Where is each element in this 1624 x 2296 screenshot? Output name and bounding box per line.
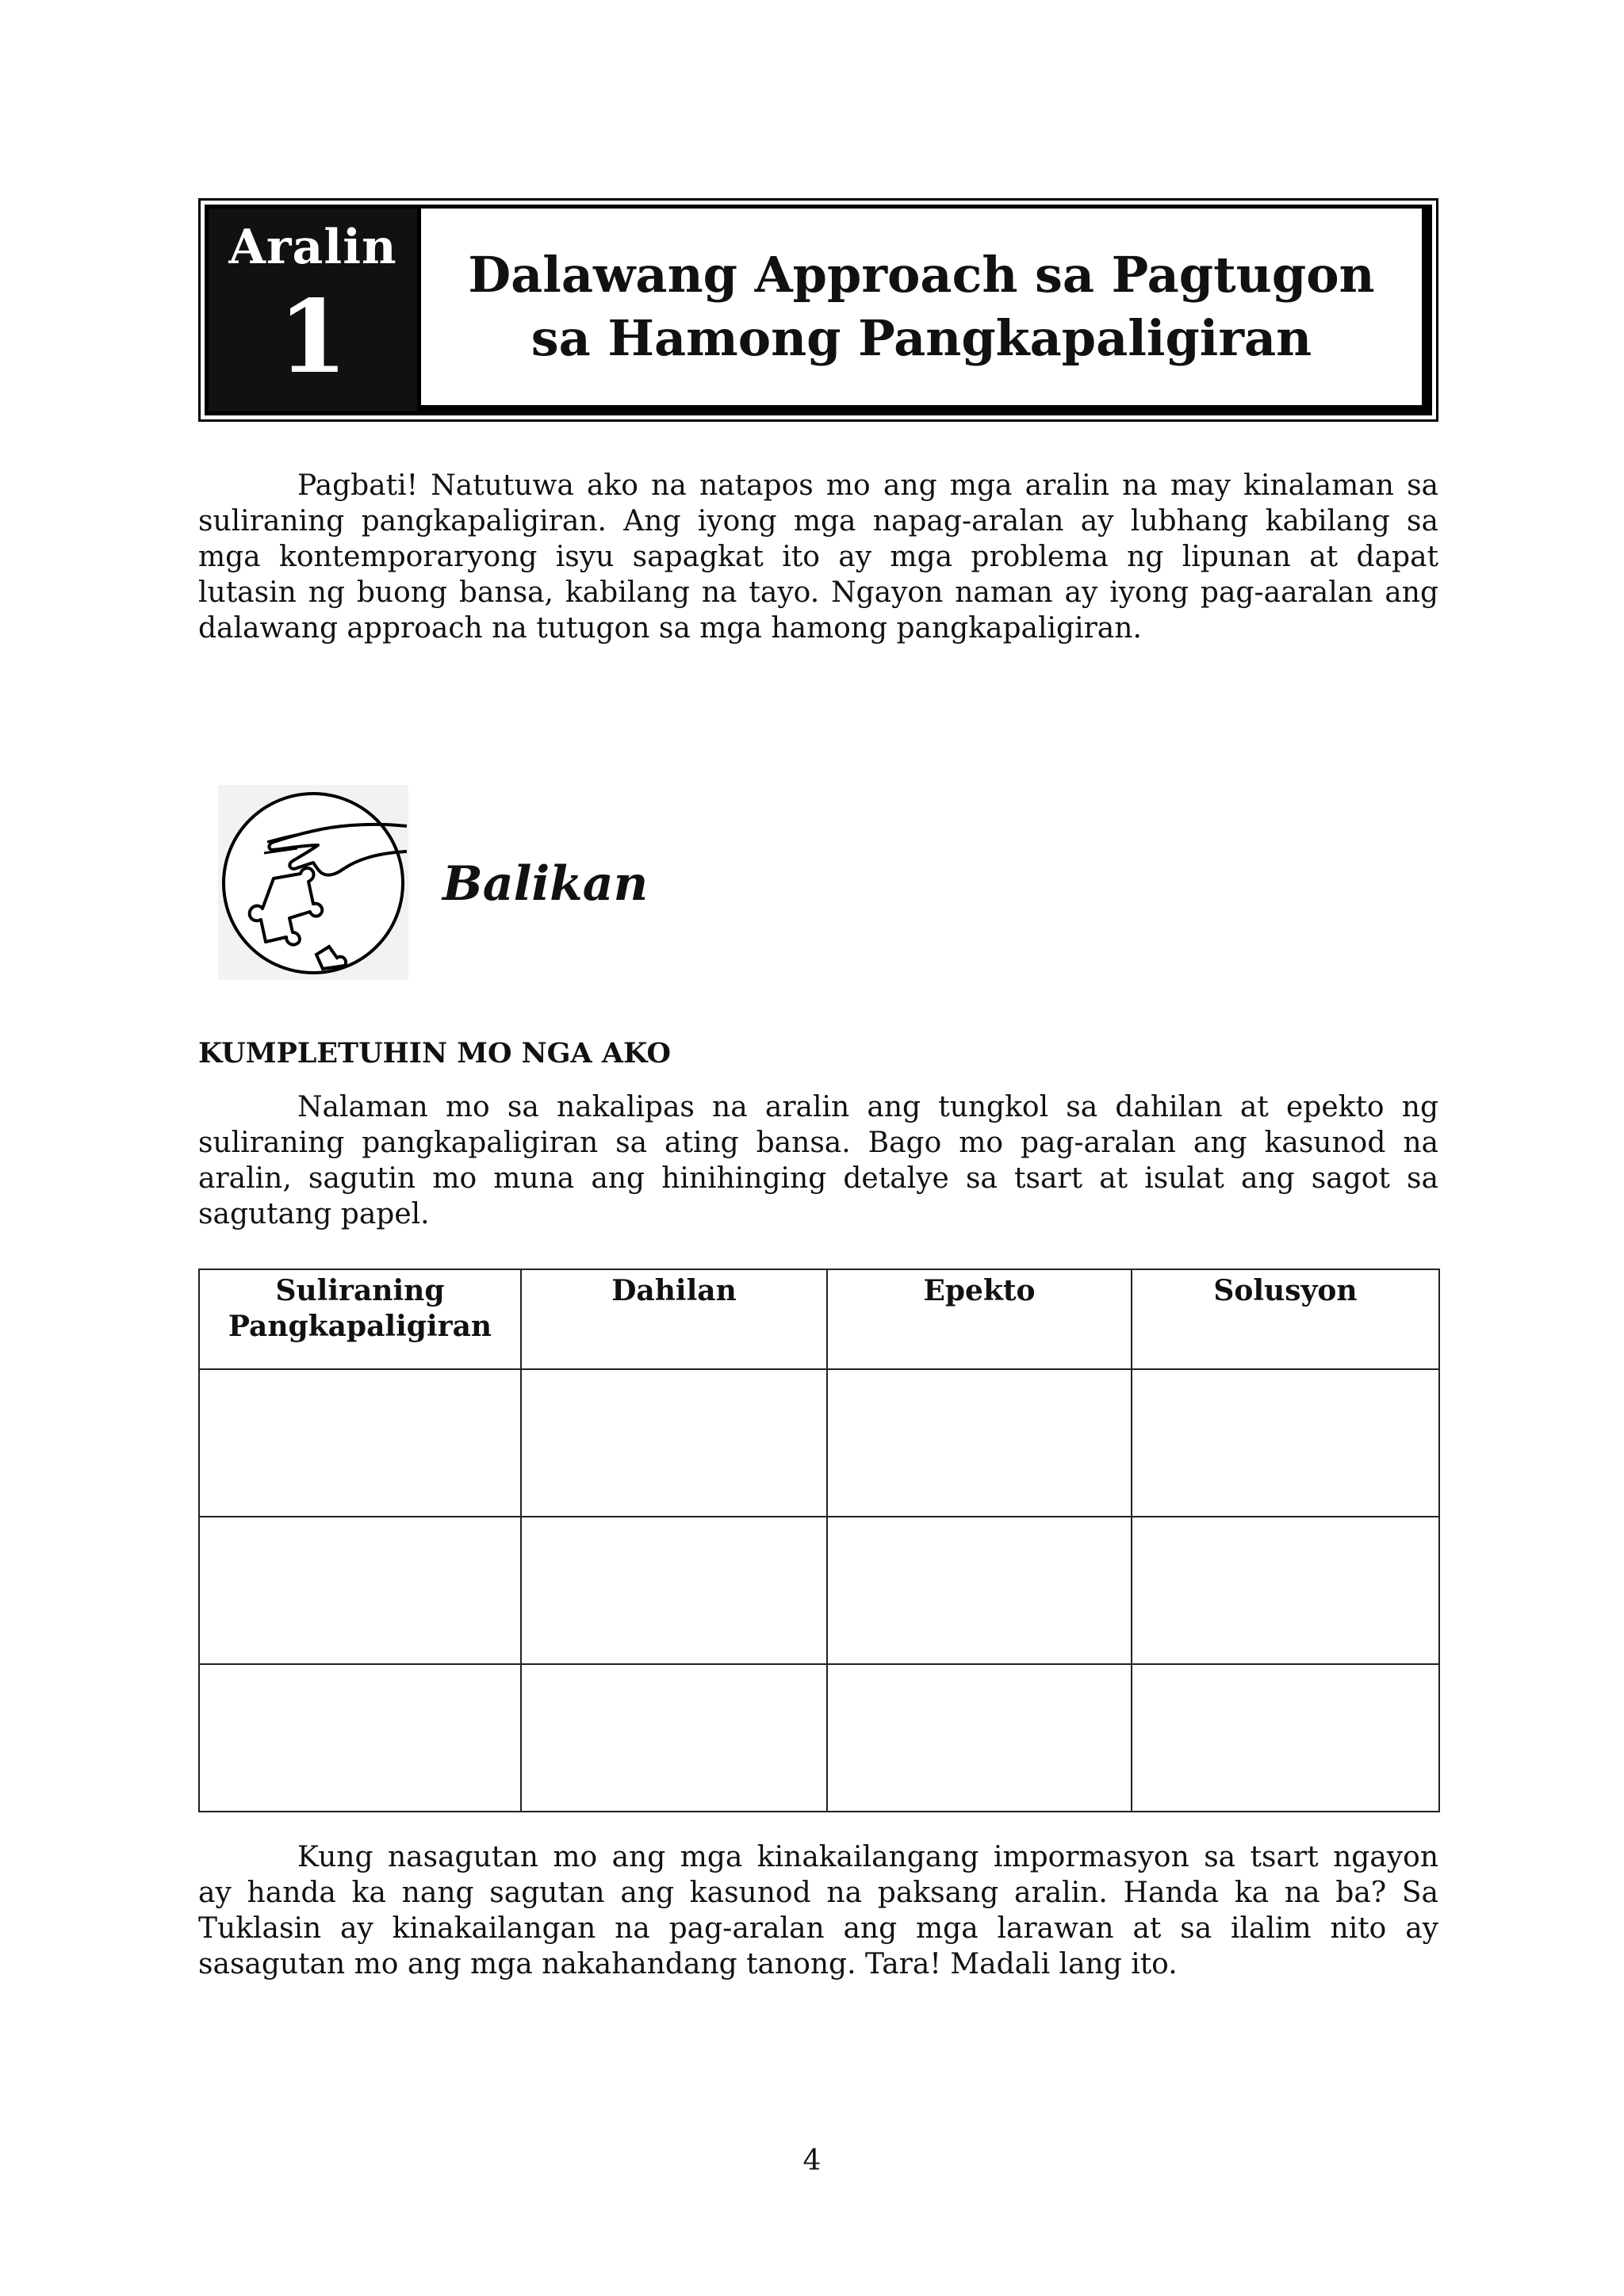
header-suliraning [199,1269,521,1369]
header-dahilan [521,1269,827,1369]
answer-cell[interactable] [521,1369,827,1517]
closing-line: Tuklasin ay kinakailangan na pag-aralan ang mga larawan at sa ilalim nito ay [198,1912,1438,1945]
header-text-line: Pangkapaligiran [228,1310,492,1343]
header-solusyon [1132,1269,1439,1369]
answer-cell[interactable] [199,1664,521,1812]
answer-cell[interactable] [1132,1664,1439,1812]
lesson-title-line-2: sa Hamong Pangkapaligiran [530,309,1312,367]
answer-cell[interactable] [827,1517,1132,1664]
header-text-line: Epekto [923,1274,1036,1307]
balikan-title: Balikan [442,856,649,912]
answer-cell[interactable] [1132,1517,1439,1664]
activity-chart-table [198,1269,1440,1812]
header-text-line: Solusyon [1213,1274,1358,1307]
lesson-header-frame [205,205,1432,415]
answer-cell[interactable] [199,1517,521,1664]
lesson-label: Aralin [228,220,397,275]
answer-cell[interactable] [199,1369,521,1517]
lesson-title-box [417,209,1428,411]
answer-cell[interactable] [521,1664,827,1812]
instruction-line: Nalaman mo sa nakalipas na aralin ang tungkol sa dahilan at epekto ng [297,1091,1438,1123]
intro-line: suliraning pangkapaligiran. Ang iyong mga napag-aralan ay lubhang kabilang sa [198,505,1438,538]
closing-line: sasagutan mo ang mga nakahandang tanong. Tara! Madali lang ito. [198,1948,1178,1980]
closing-paragraph [198,1839,1438,1982]
lesson-title-line-1: Dalawang Approach sa Pagtugon [468,246,1375,304]
intro-line: mga kontemporaryong isyu sapagkat ito ay mga problema ng lipunan at dapat [198,541,1438,573]
hand-puzzle-icon [218,785,408,980]
activity-heading: KUMPLETUHIN MO NGA AKO [198,1037,671,1070]
lesson-number: 1 [278,278,348,396]
intro-line: dalawang approach na tutugon sa mga hamong pangkapaligiran. [198,612,1142,645]
table-row [199,1664,1439,1812]
activity-instructions [198,1089,1438,1232]
header-epekto [827,1269,1132,1369]
answer-cell[interactable] [827,1664,1132,1812]
answer-cell[interactable] [521,1517,827,1664]
instruction-line: suliraning pangkapaligiran sa ating bansa. Bago mo pag-aralan ang kasunod na [198,1127,1438,1159]
intro-paragraph [198,468,1438,646]
answer-cell[interactable] [1132,1369,1439,1517]
closing-line: Kung nasagutan mo ang mga kinakailangang impormasyon sa tsart ngayon [297,1841,1438,1873]
header-text-line: Dahilan [611,1274,737,1307]
instruction-line: aralin, sagutin mo muna ang hinihinging detalye sa tsart at isulat ang sagot sa [198,1162,1438,1195]
table-row [199,1517,1439,1664]
lesson-number-box [209,209,417,411]
intro-line: Pagbati! Natutuwa ako na natapos mo ang mga aralin na may kinalaman sa [297,469,1438,502]
page-number: 4 [802,2145,822,2177]
lesson-header [198,198,1438,422]
instruction-line: sagutang papel. [198,1198,430,1230]
intro-line: lutasin ng buong bansa, kabilang na tayo. Ngayon naman ay iyong pag-aaralan ang [198,576,1438,609]
answer-cell[interactable] [827,1369,1132,1517]
table-row [199,1369,1439,1517]
header-text-line: Suliraning [275,1274,445,1307]
closing-line: ay handa ka nang sagutan ang kasunod na paksang aralin. Handa ka na ba? Sa [198,1877,1438,1909]
table-header-row [199,1269,1439,1369]
